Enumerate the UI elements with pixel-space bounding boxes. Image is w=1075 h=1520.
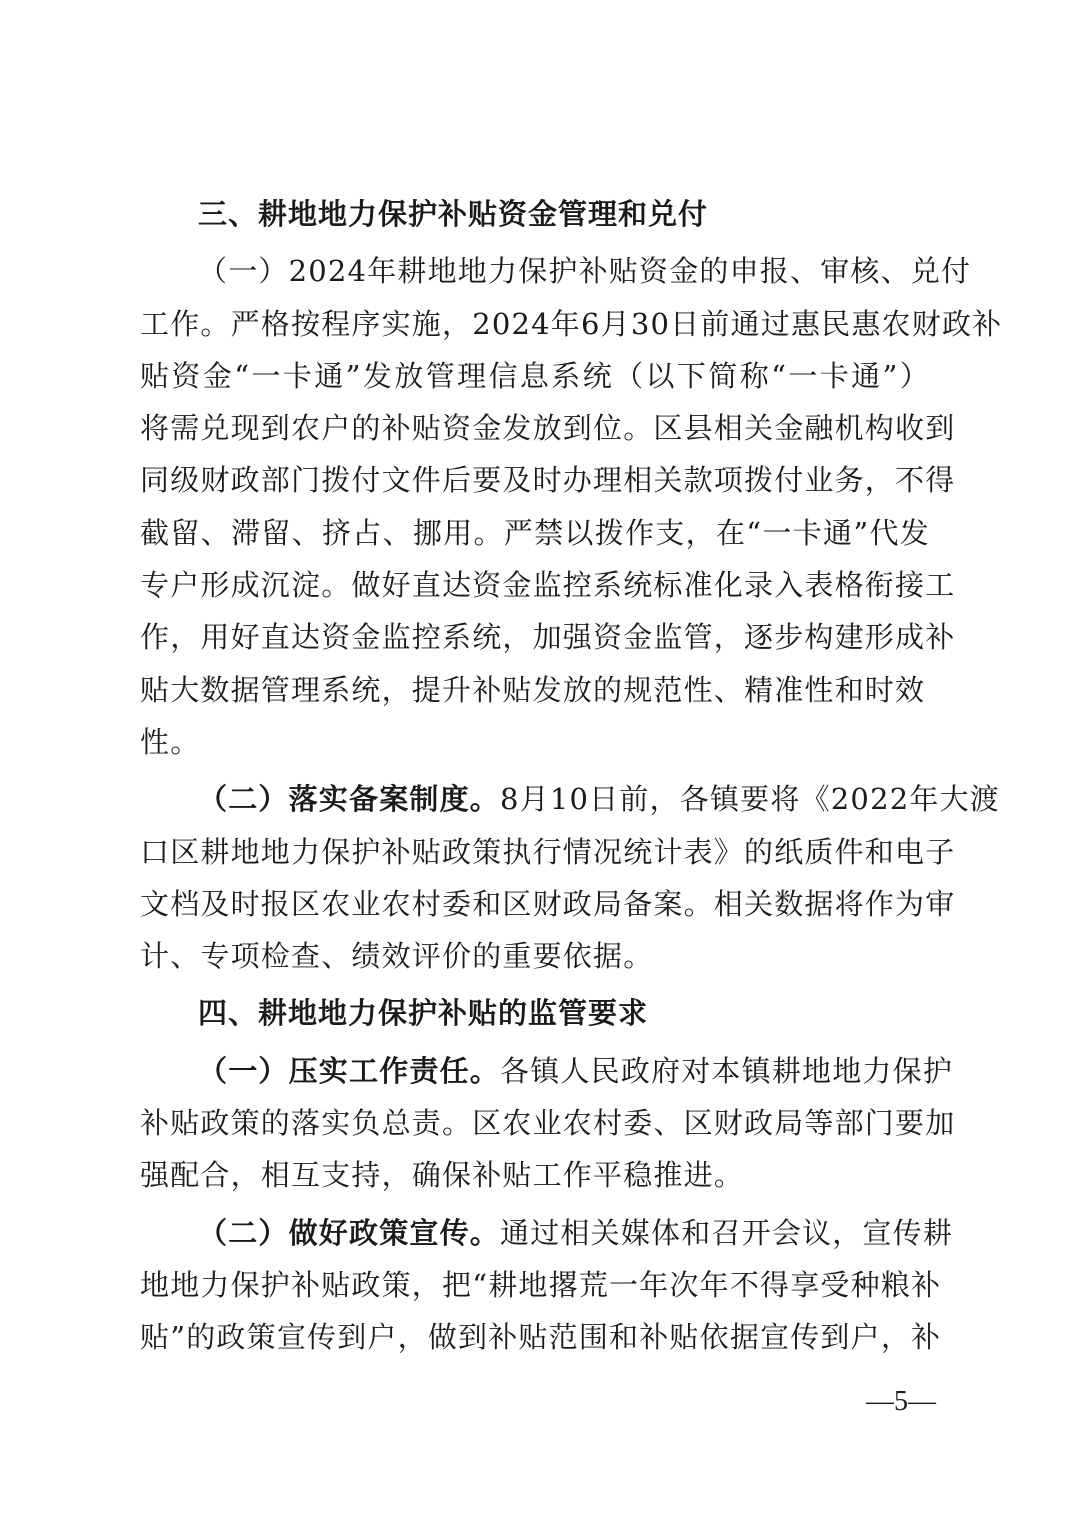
paragraph-text: 8月10日前，各镇要将《2022年大渡 [500, 782, 1000, 817]
paragraph-text: 通过相关媒体和召开会议，宣传耕 [500, 1215, 954, 1250]
paragraph-first-line [140, 1207, 954, 1259]
section-heading: 四、耕地地力保护补贴的监管要求 [198, 996, 649, 1031]
paragraph-subtitle: （二）落实备案制度。 [198, 782, 501, 817]
paragraph-last-line: 计、专项检查、绩效评价的重要依据。 [140, 939, 654, 974]
paragraph-subtitle: （一）压实工作责任。 [198, 1053, 501, 1088]
paragraph-first-line [140, 1045, 954, 1097]
paragraph-subtitle: （二）做好政策宣传。 [198, 1215, 501, 1250]
document-page [140, 188, 1003, 1364]
paragraph-line: 贴资金“一卡通”发放管理信息系统（以下简称“一卡通”） [140, 358, 930, 393]
paragraph-line: 补贴政策的落实负总责。区农业农村委、区财政局等部门要加 [140, 1106, 956, 1141]
paragraph-line: 将需兑现到农户的补贴资金发放到位。区县相关金融机构收到 [140, 411, 956, 446]
paragraph-line: 贴”的政策宣传到户，做到补贴范围和补贴依据宣传到户，补 [140, 1320, 942, 1355]
paragraph-line: 工作。严格按程序实施，2024年6月30日前通过惠民惠农财政补 [140, 306, 1003, 341]
paragraph-line: 文档及时报区农业农村委和区财政局备案。相关数据将作为审 [140, 886, 956, 921]
paragraph-first-line: （一）2024年耕地地力保护补贴资金的申报、审核、兑付 [198, 254, 972, 289]
paragraph-last-line: 强配合，相互支持，确保补贴工作平稳推进。 [140, 1158, 745, 1193]
paragraph-line: 专户形成沉淀。做好直达资金监控系统标准化录入表格衔接工 [140, 568, 956, 603]
section-heading: 三、耕地地力保护补贴资金管理和兑付 [198, 197, 709, 231]
paragraph-first-line [140, 773, 1000, 825]
paragraph-line: 地地力保护补贴政策，把“耕地撂荒一年次年不得享受种粮补 [140, 1267, 942, 1302]
paragraph-line: 同级财政部门拨付文件后要及时办理相关款项拨付业务，不得 [140, 463, 956, 498]
paragraph-line: 口区耕地地力保护补贴政策执行情况统计表》的纸质件和电子 [140, 834, 956, 869]
page-number: —5— [866, 1386, 936, 1417]
paragraph-last-line: 性。 [140, 724, 201, 759]
paragraph-line: 贴大数据管理系统，提升补贴发放的规范性、精准性和时效 [140, 672, 926, 707]
paragraph-line: 截留、滞留、挤占、挪用。严禁以拨作支，在“一卡通”代发 [140, 515, 930, 550]
paragraph-text: 各镇人民政府对本镇耕地地力保护 [500, 1053, 954, 1088]
paragraph-line: 作，用好直达资金监控系统，加强资金监管，逐步构建形成补 [140, 620, 956, 655]
